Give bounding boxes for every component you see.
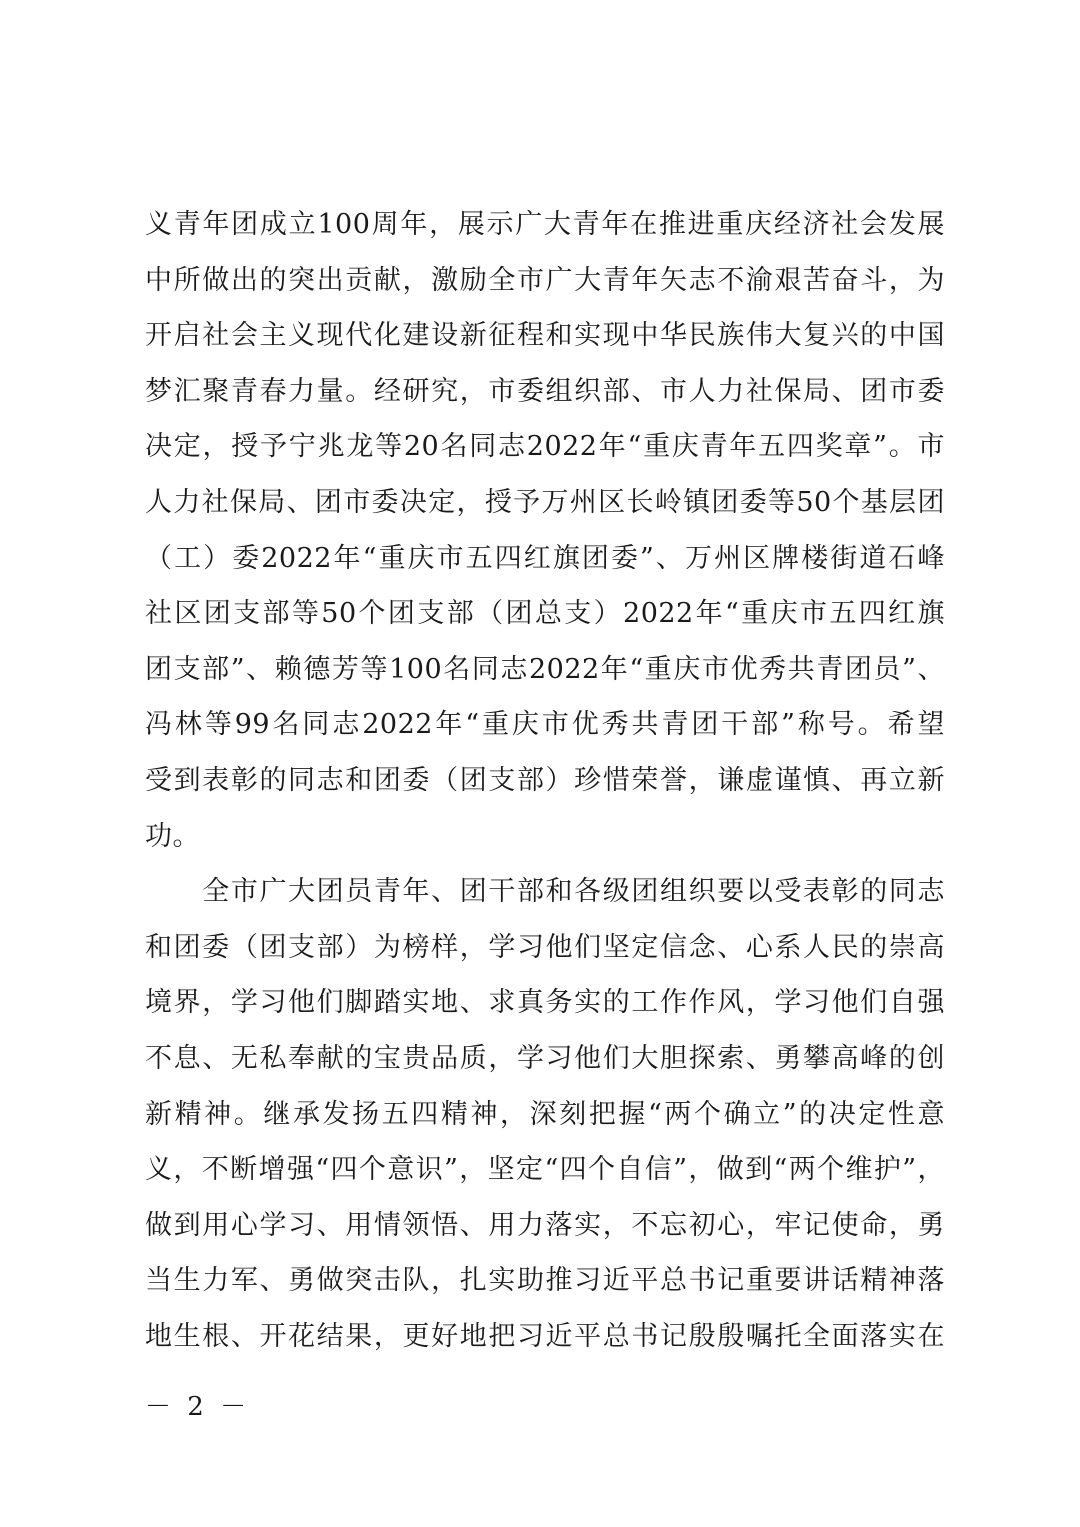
page-number: － 2 －: [145, 1392, 251, 1422]
text-line: 开启社会主义现代化建设新征程和实现中华民族伟大复兴的中国: [145, 320, 945, 352]
text-line: 当生力军、勇做突击队，扎实助推习近平总书记重要讲话精神落: [145, 1265, 945, 1297]
text-line: 义青年团成立100周年，展示广大青年在推进重庆经济社会发展: [145, 209, 945, 240]
text-line: 决定，授予宁兆龙等20名同志2022年“重庆青年五四奖章”。市: [145, 431, 945, 463]
text-line: 社区团支部等50个团支部（团总支）2022年“重庆市五四红旗: [145, 598, 945, 630]
text-line: 义，不断增强“四个意识”，坚定“四个自信”，做到“两个维护”，: [145, 1154, 945, 1186]
text-line: 地生根、开花结果，更好地把习近平总书记殷殷嘱托全面落实在: [145, 1320, 945, 1352]
text-line: 全市广大团员青年、团干部和各级团组织要以受表彰的同志: [145, 876, 945, 908]
text-line: 做到用心学习、用情领悟、用力落实，不忘初心，牢记使命，勇: [145, 1209, 945, 1241]
text-line: 团支部”、赖德芳等100名同志2022年“重庆市优秀共青团员”、: [145, 653, 945, 685]
text-line: （工）委2022年“重庆市五四红旗团委”、万州区牌楼街道石峰: [145, 542, 945, 574]
text-line: 冯林等99名同志2022年“重庆市优秀共青团干部”称号。希望: [145, 709, 945, 741]
body-text: [145, 197, 945, 1364]
text-line: 中所做出的突出贡献，激励全市广大青年矢志不渝艰苦奋斗，为: [145, 264, 945, 296]
text-line: 功。: [145, 820, 200, 852]
text-line: 新精神。继承发扬五四精神，深刻把握“两个确立”的决定性意: [145, 1098, 945, 1130]
text-line: 梦汇聚青春力量。经研究，市委组织部、市人力社保局、团市委: [145, 375, 945, 407]
text-line: 不息、无私奉献的宝贵品质，学习他们大胆探索、勇攀高峰的创: [145, 1042, 945, 1074]
text-line: 和团委（团支部）为榜样，学习他们坚定信念、心系人民的崇高: [145, 931, 945, 963]
text-line: 人力社保局、团市委决定，授予万州区长岭镇团委等50个基层团: [145, 486, 945, 518]
text-line: 受到表彰的同志和团委（团支部）珍惜荣誉，谦虚谨慎、再立新: [145, 764, 945, 796]
text-line: 境界，学习他们脚踏实地、求真务实的工作作风，学习他们自强: [145, 987, 945, 1019]
